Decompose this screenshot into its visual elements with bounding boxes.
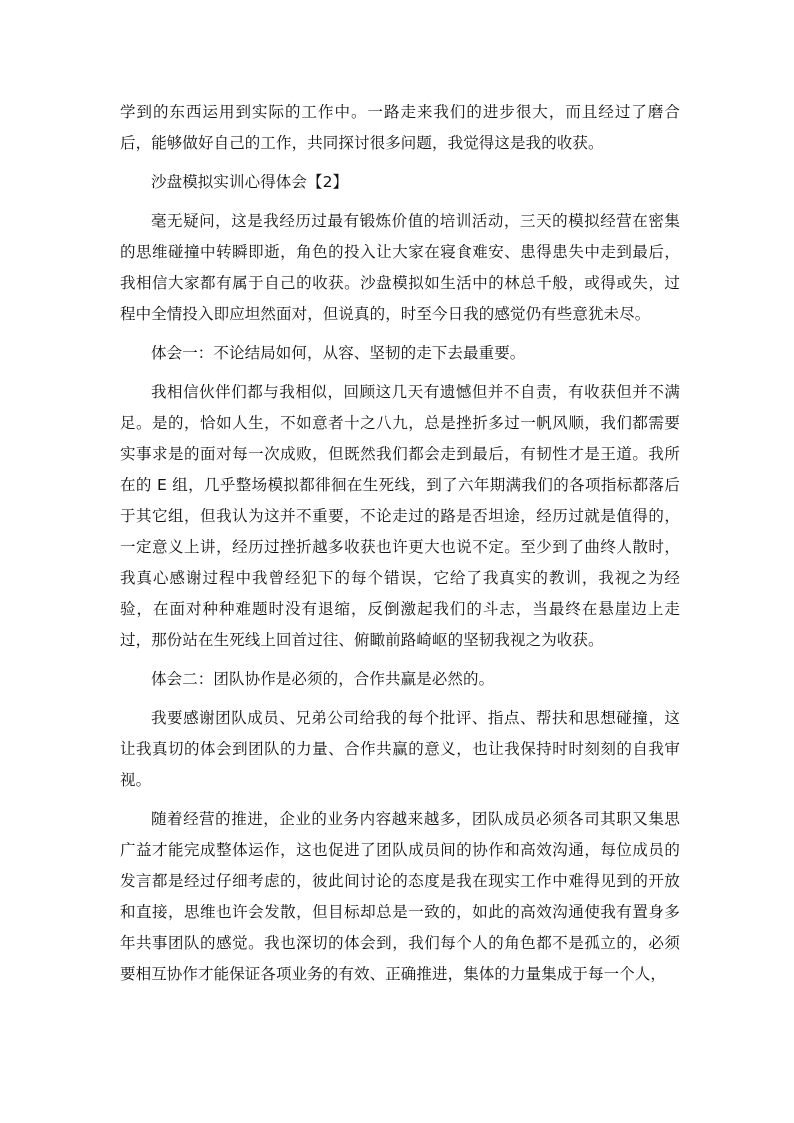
section-heading: 沙盘模拟实训心得体会【2】: [151, 173, 349, 191]
paragraph-teamwork: 随着经营的推进，企业的业务内容越来越多，团队成员必须各司其职又集思广益才能完成整体运作，这也促进了团队成员间的协作和高效沟通，每位成员的发言都是经过仔细考虑的，彼此间讨论的态度是我在现实工作中难得见到的开放和直接，思维也许会发散，但目标却总是一致的，如此的高效沟通使我有置身多年共事团队的感觉。我也深切的体会到，我们每个人的角色都不是孤立的，必须要相互协作才能保证各项业务的有效、正确推进，集体的力量集成于每一个人，: [120, 810, 680, 983]
document-body: [120, 97, 680, 990]
insight-two-heading: 体会二：团队协作是必须的，合作共赢是必然的。: [151, 670, 495, 688]
paragraph-insight-one: 我相信伙伴们都与我相似，回顾这几天有遗憾但并不自责，有收获但并不满足。是的，恰如人生，不如意者十之八九，总是挫折多过一帆风顺，我们都需要实事求是的面对每一次成败，但既然我们都会走到最后，有韧性才是王道。我所在的 E 组，几乎整场模拟都徘徊在生死线，到了六年期满我们的各项指标都落后于其它组，但我认为这并不重要，不论走过的路是否坦途，经历过就是值得的，一定意义上讲，经历过挫折越多收获也许更大也说不定。至少到了曲终人散时，我真心感谢过程中我曾经犯下的每个错误，它给了我真实的教训，我视之为经验，在面对种种难题时没有退缩，反倒激起我们的斗志，当最终在悬崖边上走过，那份站在生死线上回首过往、俯瞰前路崎岖的坚韧我视之为收获。: [120, 383, 680, 649]
insight-one-heading: 体会一：不论结局如何，从容、坚韧的走下去最重要。: [151, 344, 526, 362]
paragraph-continuation: 学到的东西运用到实际的工作中。一路走来我们的进步很大，而且经过了磨合后，能够做好自己的工作，共同探讨很多问题，我觉得这是我的收获。: [120, 103, 680, 152]
paragraph-gratitude: 我要感谢团队成员、兄弟公司给我的每个批评、指点、帮扶和思想碰撞，这让我真切的体会到团队的力量、合作共赢的意义，也让我保持时时刻刻的自我审视。: [120, 709, 680, 789]
paragraph-intro: 毫无疑问，这是我经历过最有锻炼价值的培训活动，三天的模拟经营在密集的思维碰撞中转瞬即逝，角色的投入让大家在寝食难安、患得患失中走到最后，我相信大家都有属于自己的收获。沙盘模拟如生活中的林总千般，或得或失，过程中全情投入即应坦然面对，但说真的，时至今日我的感觉仍有些意犹未尽。: [120, 212, 680, 323]
